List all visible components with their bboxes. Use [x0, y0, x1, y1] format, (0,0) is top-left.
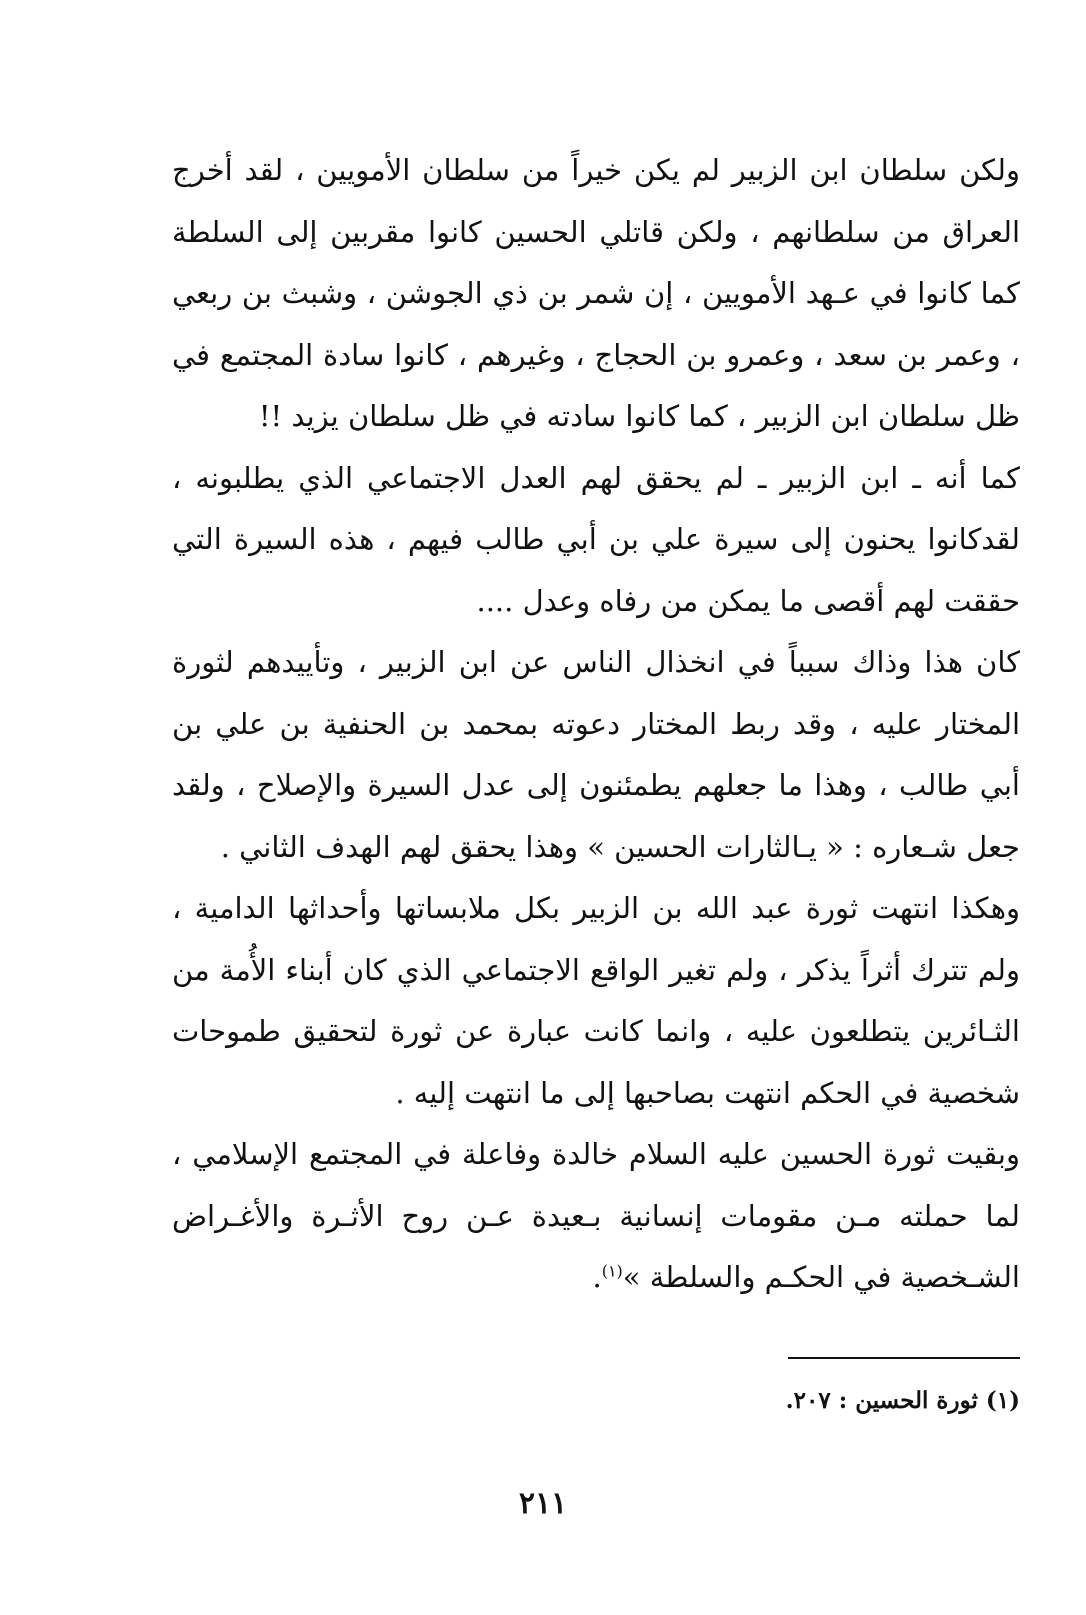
main-text: [172, 140, 1020, 1309]
paragraph-4: وهكذا انتهت ثورة عبد الله بن الزبير بكل ملابساتها وأحداثها الدامية ، ولم تترك أثراً يذكر ، ولم تغير الواقع الاجتماعي الذي كان أبناء الأُمة من الثـائرين يتطلعون عليه ، وانما كانت عبارة عن ثورة لتحقيق طموحات شخصية في الحكم انتهت بصاحبها إلى ما انتهت إليه .: [172, 891, 1020, 1110]
paragraph-5-wrapper: [172, 1124, 1020, 1309]
footnote-reference[interactable]: (١): [601, 1261, 623, 1281]
footnote: (١) ثورة الحسين : ٢٠٧.: [785, 1387, 1020, 1414]
page-number: ٢١١: [518, 1486, 568, 1521]
paragraph-2: كما أنه ـ ابن الزبير ـ لم يحقق لهم العدل الاجتماعي الذي يطلبونه ، لقدكانوا يحنون إلى سيرة علي بن أبي طالب فيهم ، هذه السيرة التي حققت لهم أقصى ما يمكن من رفاه وعدل ....: [172, 460, 1020, 618]
paragraph-5: وبقيت ثورة الحسين عليه السلام خالدة وفاعلة في المجتمع الإسلامي ، لما حملته مـن مقومات إنسانية بـعيدة عـن روح الأثـرة والأغـراض الشـخصية في الحكـم والسلطة »: [172, 1137, 1020, 1294]
paragraph-5-end: .: [592, 1260, 602, 1294]
paragraph-1: ولكن سلطان ابن الزبير لم يكن خيراً من سلطان الأمويين ، لقد أخرج العراق من سلطانهم ، ولكن قاتلي الحسين كانوا مقربين إلى السلطة كما كانوا في عـهد الأمويين ، إن شمر بن ذي الجوشن ، وشبث بن ربعي ، وعمر بن سعد ، وعمرو بن الحجاج ، وغيرهم ، كانوا سادة المجتمع في ظل سلطان ابن الزبير ، كما كانوا سادته في ظل سلطان يزيد !!: [172, 153, 1020, 433]
paragraph-3: كان هذا وذاك سبباً في انخذال الناس عن ابن الزبير ، وتأييدهم لثورة المختار عليه ، وقد ربط المختار دعوته بمحمد بن الحنفية بن علي بن أبي طالب ، وهذا ما جعلهم يطمئنون إلى عدل السيرة والإصلاح ، ولقد جعل شـعاره : « يـالثارات الحسين » وهذا يحقق لهم الهدف الثاني .: [172, 645, 1020, 864]
footnote-divider: [788, 1357, 1020, 1359]
